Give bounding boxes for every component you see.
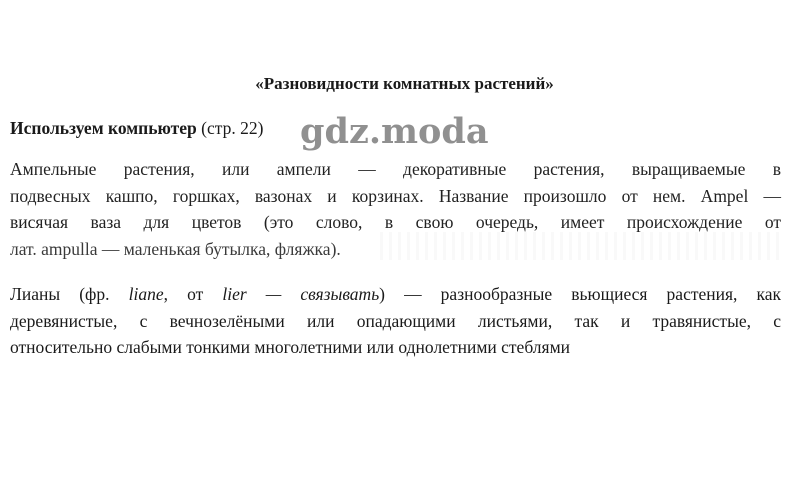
- lianas-term-french: liane: [128, 284, 164, 304]
- lianas-text-end: ) — разнообразные вьющиеся растения, как: [379, 284, 782, 304]
- section-page-reference: (стр. 22): [196, 118, 264, 138]
- paragraph-line: лат. ampulla — маленькая бутылка, фляжка).: [10, 238, 341, 259]
- paragraph-line: подвесных кашпо, горшках, вазонах и корзинах. Название произошло от нем. Ampel —: [10, 185, 781, 206]
- paragraph-ampel-plants: [10, 156, 781, 262]
- lianas-term-origin: lier — связывать: [222, 284, 380, 304]
- document-title: «Разновидности комнатных растений»: [255, 74, 554, 93]
- paragraph-line: относительно слабыми тонкими многолетними или однолетними стеблями: [10, 337, 571, 357]
- lianas-text-mid: , от: [163, 284, 223, 304]
- paragraph-line: [10, 281, 781, 308]
- lianas-text-start: Лианы (фр.: [10, 284, 129, 304]
- section-heading: [10, 117, 263, 139]
- paragraph-lianas: [10, 281, 781, 361]
- watermark-logo: gdz.moda: [300, 111, 489, 152]
- paragraph-line: Ампельные растения, или ампели — декоративные растения, выращиваемые в: [10, 159, 781, 179]
- section-heading-label: Используем компьютер: [10, 118, 197, 138]
- paragraph-line: деревянистые, с вечнозелёными или опадающими листьями, так и травянистые, с: [10, 310, 781, 331]
- paragraph-line: висячая ваза для цветов (это слово, в свою очередь, имеет происхождение от: [10, 212, 781, 232]
